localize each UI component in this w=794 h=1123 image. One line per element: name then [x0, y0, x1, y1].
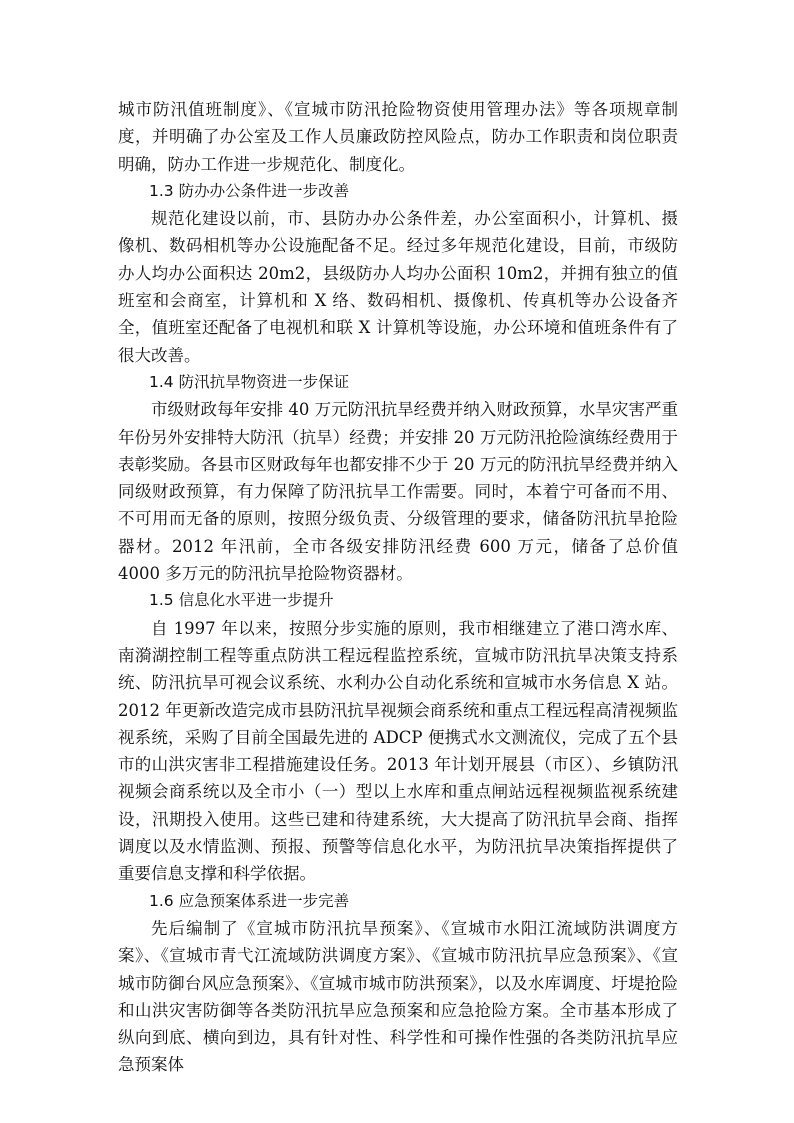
paragraph-materials-funding: 市级财政每年安排 40 万元防汛抗旱经费并纳入财政预算，水旱灾害严重年份另外安排特大防汛（抗旱）经费；并安排 20 万元防汛抢险演练经费用于表彰奖励。各县市区财政每年也都安排不少于 20 万元的防汛抗旱经费并纳入同级财政预算，有力保障了防汛抗旱工作需要。同时，本着宁可备而不用、不可用而无备的原则，按照分级负责、分级管理的要求，储备防汛抗旱抢险器材。2012 年汛前，全市各级安排防汛经费 600 万元，储备了总价值 4000 多万元的防汛抗旱抢险物资器材。 [118, 400, 678, 584]
paragraph-office-conditions: 规范化建设以前，市、县防办办公条件差，办公室面积小，计算机、摄像机、数码相机等办公设施配备不足。经过多年规范化建设，目前，市级防办人均办公面积达 20m2，县级防办人均办公面积 10m2，并拥有独立的值班室和会商室，计算机和 X 络、数码相机、摄像机、传真机等办公设备齐全，值班室还配备了电视机和联 X 计算机等设施，办公环境和值班条件有了很大改善。 [118, 209, 678, 365]
paragraph-emergency-plans: 先后编制了《宣城市防汛抗旱预案》、《宣城市水阳江流域防洪调度方案》、《宣城市青弋江流域防洪调度方案》、《宣城市防汛抗旱应急预案》、《宣城市防御台风应急预案》、《宣城市城市防洪预案》，以及水库调度、圩堤抢险和山洪灾害防御等各类防汛抗旱应急预案和应急抢险方案。全市基本形成了纵向到底、横向到边，具有针对性、科学性和可操作性强的各类防汛抗旱应急预案体 [118, 918, 678, 1075]
section-heading-1-6: 1.6 应急预案体系进一步完善 [149, 891, 350, 910]
paragraph-regulations: 城市防汛值班制度》、《宣城市防汛抢险物资使用管理办法》等各项规章制度，并明确了办公室及工作人员廉政防控风险点，防办工作职责和岗位职责明确，防办工作进一步规范化、制度化。 [118, 100, 678, 174]
section-heading-1-5: 1.5 信息化水平进一步提升 [149, 591, 334, 610]
section-heading-1-4: 1.4 防汛抗旱物资进一步保证 [149, 372, 350, 391]
paragraph-informatization: 自 1997 年以来，按照分步实施的原则，我市相继建立了港口湾水库、南漪湖控制工程等重点防洪工程远程监控系统，宣城市防汛抗旱决策支持系统、防汛抗旱可视会议系统、水利办公自动化系统和宣城市水务信息 X 站。2012 年更新改造完成市县防汛抗旱视频会商系统和重点工程远程高清视频监视系统，采购了目前全国最先进的 ADCP 便携式水文测流仪，完成了五个县市的山洪灾害非工程措施建设任务。2013 年计划开展县（市区）、乡镇防汛视频会商系统以及全市小（一）型以上水库和重点闸站远程视频监视系统建设，汛期投入使用。这些已建和待建系统，大大提高了防汛抗旱会商、指挥调度以及水情监测、预报、预警等信息化水平，为防汛抗旱决策指挥提供了重要信息支撑和科学依据。 [118, 618, 678, 884]
section-heading-1-3: 1.3 防办办公条件进一步改善 [149, 181, 350, 200]
document-body [118, 96, 678, 1079]
